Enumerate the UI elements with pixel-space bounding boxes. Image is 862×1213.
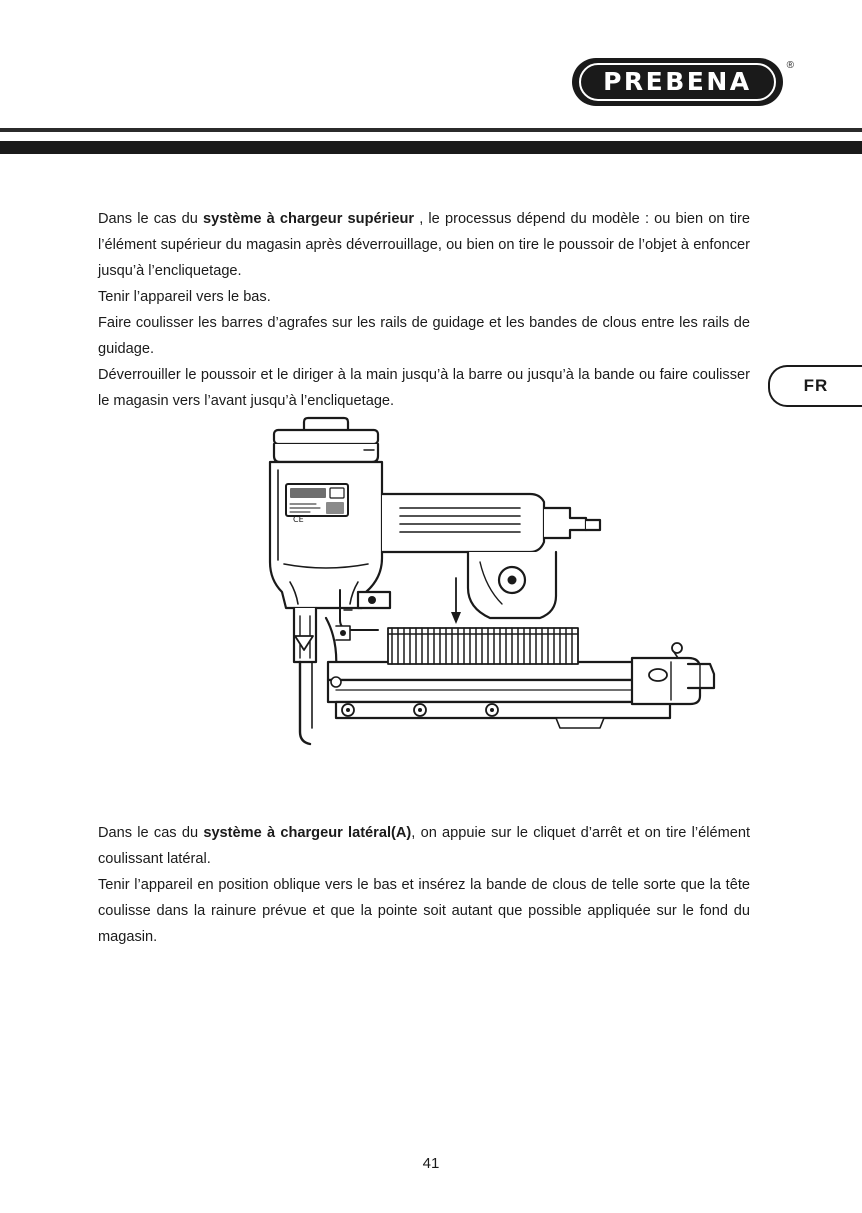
nailer-line-drawing xyxy=(240,412,730,777)
brand-logo xyxy=(572,58,794,106)
page-number: 41 xyxy=(422,1155,440,1172)
language-tab-fr xyxy=(768,365,862,407)
p1-bold-term: système à chargeur supérieur xyxy=(203,211,415,227)
p1-line3: Faire coulisser les barres d’agrafes sur les rails de guidage et les bandes de clous entre les rails de guidage. xyxy=(98,315,750,357)
logo-inner-border xyxy=(579,63,776,101)
p1-line2: Tenir l’appareil vers le bas. xyxy=(98,289,271,305)
paragraph-upper-magazine xyxy=(98,206,750,414)
p2-bold-term: système à chargeur latéral(A) xyxy=(203,825,412,841)
header-rule-thick xyxy=(0,141,862,154)
p1-line4: Déverrouiller le poussoir et le diriger à la main jusqu’à la barre ou jusqu’à la bande ou faire coulisser le magasin vers l’avant jusqu’à l’encliquetage. xyxy=(98,367,750,409)
logo-text: PREBENA xyxy=(603,67,752,96)
logo-badge xyxy=(572,58,783,106)
page-header xyxy=(0,0,862,160)
p1-suffix: , le processus dépend du modèle : ou bien on tire l’élément supérieur du magasin après déverrouillage, ou bien on tire le poussoir de l’objet à enfoncer jusqu’à l’encliquetage. xyxy=(98,211,750,279)
p2-suffix: , on appuie sur le cliquet d’arrêt et on tire l’élément coulissant latéral. xyxy=(98,825,751,867)
p2-line2: Tenir l’appareil en position oblique vers le bas et insérez la bande de clous de telle sorte que la tête coulisse dans la rainure prévue et que la pointe soit autant que possible appliquée sur le fond du magasin. xyxy=(98,877,750,945)
svg-text:CE: CE xyxy=(293,515,304,524)
p1-prefix: Dans le cas du xyxy=(98,211,204,227)
header-rule-thin xyxy=(0,128,862,132)
figure-nailer-diagram xyxy=(240,412,730,777)
p2-prefix: Dans le cas du xyxy=(98,825,204,841)
registered-mark: ® xyxy=(786,60,794,71)
paragraph-side-magazine xyxy=(98,820,750,950)
language-tab-label: FR xyxy=(803,376,829,395)
